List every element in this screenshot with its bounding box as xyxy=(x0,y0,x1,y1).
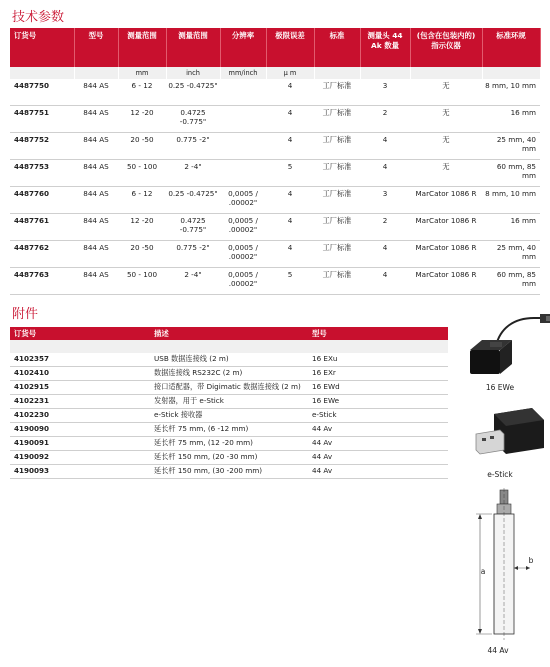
spec-cell: 844 AS xyxy=(74,241,118,268)
acc-cell: e-Stick 接收器 xyxy=(150,409,308,423)
spec-unit-cell xyxy=(360,67,410,79)
spec-cell: 无 xyxy=(410,106,482,133)
spec-cell: 2 xyxy=(360,106,410,133)
spec-col-header: 测量头 44 Ak 数量 xyxy=(360,28,410,67)
spec-cell: 4487751 xyxy=(10,106,74,133)
spec-cell: 3 xyxy=(360,187,410,214)
spec-cell: 12 -20 xyxy=(118,214,166,241)
spec-cell: 工厂标准 xyxy=(314,79,360,106)
spec-cell: 4487750 xyxy=(10,79,74,106)
spec-col-header: 分辨率 xyxy=(220,28,266,67)
spec-table xyxy=(10,28,541,295)
acc-cell: 4102410 xyxy=(10,367,150,381)
spec-cell: 50 - 100 xyxy=(118,160,166,187)
spec-cell xyxy=(220,133,266,160)
spec-cell: 4 xyxy=(266,133,314,160)
spec-cell: 无 xyxy=(410,160,482,187)
spec-row xyxy=(10,187,540,214)
spec-unit-cell xyxy=(482,67,540,79)
spec-unit-cell: mm/inch xyxy=(220,67,266,79)
acc-row xyxy=(10,451,448,465)
spec-cell: 844 AS xyxy=(74,106,118,133)
spec-header-row xyxy=(10,28,540,67)
spec-cell xyxy=(220,79,266,106)
spec-row xyxy=(10,79,540,106)
spec-col-header: 订货号 xyxy=(10,28,74,67)
acc-cell: 44 Av xyxy=(308,437,448,451)
spec-cell: 60 mm, 85 mm xyxy=(482,268,540,295)
acc-cell: 4102231 xyxy=(10,395,150,409)
spec-cell xyxy=(220,106,266,133)
estick-label: e-Stick xyxy=(487,470,513,479)
acc-row xyxy=(10,353,448,367)
acc-cell: 44 Av xyxy=(308,451,448,465)
spec-cell: 16 mm xyxy=(482,106,540,133)
acc-cell: 数据连接线 RS232C (2 m) xyxy=(150,367,308,381)
acc-cell: e-Stick xyxy=(308,409,448,423)
spec-unit-cell xyxy=(74,67,118,79)
spec-cell: 4 xyxy=(266,241,314,268)
dim-a-label: a xyxy=(480,567,486,576)
acc-cell: 延长杆 75 mm, (6 -12 mm) xyxy=(150,423,308,437)
spec-cell: 4 xyxy=(360,268,410,295)
spec-cell: 4 xyxy=(266,79,314,106)
estick-image xyxy=(470,404,550,464)
spec-cell: 844 AS xyxy=(74,214,118,241)
spec-cell: 844 AS xyxy=(74,79,118,106)
spec-cell: 工厂标准 xyxy=(314,133,360,160)
spec-cell: 16 mm xyxy=(482,214,540,241)
spec-cell: 4 xyxy=(360,133,410,160)
spec-cell: 0.775 -2" xyxy=(166,133,220,160)
spec-col-header: 标准 xyxy=(314,28,360,67)
spec-cell: 2 -4" xyxy=(166,160,220,187)
acc-cell: 4190091 xyxy=(10,437,150,451)
spec-cell: 0.4725 -0.775" xyxy=(166,106,220,133)
spec-cell: MarCator 1086 R xyxy=(410,214,482,241)
spec-cell: 60 mm, 85 mm xyxy=(482,160,540,187)
spec-cell: 4487752 xyxy=(10,133,74,160)
spec-cell: 20 -50 xyxy=(118,133,166,160)
acc-cell: 16 EWe xyxy=(308,395,448,409)
spec-cell: 0.25 -0.4725" xyxy=(166,79,220,106)
acc-row xyxy=(10,423,448,437)
acc-col-header: 订货号 xyxy=(10,327,150,340)
spec-cell: 8 mm, 10 mm xyxy=(482,79,540,106)
spec-unit-cell: mm xyxy=(118,67,166,79)
acc-cell: 发射器，用于 e-Stick xyxy=(150,395,308,409)
acc-cell: 延长杆 75 mm, (12 -20 mm) xyxy=(150,437,308,451)
spec-cell: 2 xyxy=(360,214,410,241)
spec-section-title: 技术参数 xyxy=(12,10,65,25)
spec-col-header: 标准环规 xyxy=(482,28,540,67)
acc-cell: 4102357 xyxy=(10,353,150,367)
ewe-label: 16 EWe xyxy=(485,383,515,392)
spec-cell: 无 xyxy=(410,133,482,160)
spec-cell: 12 -20 xyxy=(118,106,166,133)
acc-row xyxy=(10,395,448,409)
spec-cell: 4487763 xyxy=(10,268,74,295)
acc-cell: 4190092 xyxy=(10,451,150,465)
spec-cell: MarCator 1086 R xyxy=(410,241,482,268)
spec-col-header: 测量范围 xyxy=(166,28,220,67)
spec-row xyxy=(10,268,540,295)
spec-cell: MarCator 1086 R xyxy=(410,268,482,295)
spec-cell: 50 - 100 xyxy=(118,268,166,295)
spec-row xyxy=(10,241,540,268)
spec-cell: 2 -4" xyxy=(166,268,220,295)
spec-row xyxy=(10,160,540,187)
spec-row xyxy=(10,133,540,160)
spec-cell: 4 xyxy=(266,187,314,214)
av-label: 44 Av xyxy=(487,646,509,655)
spec-unit-cell xyxy=(314,67,360,79)
spec-col-header: 极限误差 xyxy=(266,28,314,67)
spec-cell: 4 xyxy=(266,106,314,133)
spec-cell: 4 xyxy=(360,241,410,268)
spec-cell: 844 AS xyxy=(74,133,118,160)
spec-cell: 6 - 12 xyxy=(118,187,166,214)
spec-unit-cell xyxy=(10,67,74,79)
acc-row xyxy=(10,409,448,423)
spec-cell: 0,0005 / .00002" xyxy=(220,241,266,268)
acc-col-header: 描述 xyxy=(150,327,308,340)
spec-cell: 3 xyxy=(360,79,410,106)
spec-unit-cell: inch xyxy=(166,67,220,79)
spec-cell: 0.4725 -0.775" xyxy=(166,214,220,241)
spec-cell: 4487761 xyxy=(10,214,74,241)
spec-cell: 工厂标准 xyxy=(314,241,360,268)
spec-cell: 0,0005 / .00002" xyxy=(220,214,266,241)
spec-col-header: 型号 xyxy=(74,28,118,67)
acc-cell: 接口适配器，带 Digimatic 数据连接线 (2 m) xyxy=(150,381,308,395)
acc-cell: 4102230 xyxy=(10,409,150,423)
acc-spacer-row xyxy=(10,340,448,353)
acc-cell: 16 EXr xyxy=(308,367,448,381)
spec-cell: 工厂标准 xyxy=(314,106,360,133)
spec-cell: 25 mm, 40 mm xyxy=(482,241,540,268)
acc-row xyxy=(10,437,448,451)
ewe-transmitter-image xyxy=(462,312,550,378)
acc-row xyxy=(10,465,448,479)
acc-row xyxy=(10,367,448,381)
spec-unit-cell xyxy=(410,67,482,79)
spec-cell xyxy=(220,160,266,187)
spec-cell: 844 AS xyxy=(74,160,118,187)
acc-cell: 延长杆 150 mm, (30 -200 mm) xyxy=(150,465,308,479)
spec-cell: 844 AS xyxy=(74,187,118,214)
spec-row xyxy=(10,106,540,133)
spec-cell: 5 xyxy=(266,160,314,187)
extension-rod-drawing xyxy=(466,488,546,643)
spec-cell: 25 mm, 40 mm xyxy=(482,133,540,160)
acc-row xyxy=(10,381,448,395)
spec-cell: 20 -50 xyxy=(118,241,166,268)
acc-cell: 4190090 xyxy=(10,423,150,437)
acc-cell: 44 Av xyxy=(308,465,448,479)
spec-cell: 工厂标准 xyxy=(314,214,360,241)
acc-cell: USB 数据连接线 (2 m) xyxy=(150,353,308,367)
spec-cell: 4 xyxy=(360,160,410,187)
acc-cell: 4102915 xyxy=(10,381,150,395)
spec-cell: 6 - 12 xyxy=(118,79,166,106)
acc-cell: 4190093 xyxy=(10,465,150,479)
spec-cell: 8 mm, 10 mm xyxy=(482,187,540,214)
acc-cell: 16 EXu xyxy=(308,353,448,367)
acc-cell: 16 EWd xyxy=(308,381,448,395)
acc-cell: 44 Av xyxy=(308,423,448,437)
spec-cell: 无 xyxy=(410,79,482,106)
spec-cell: 0,0005 / .00002" xyxy=(220,268,266,295)
acc-cell: 延长杆 150 mm, (20 -30 mm) xyxy=(150,451,308,465)
spec-cell: MarCator 1086 R xyxy=(410,187,482,214)
spec-cell: 4487753 xyxy=(10,160,74,187)
dim-b-label: b xyxy=(528,556,534,565)
spec-cell: 4487762 xyxy=(10,241,74,268)
spec-unit-cell: μ m xyxy=(266,67,314,79)
spec-cell: 844 AS xyxy=(74,268,118,295)
accessories-table xyxy=(10,327,448,479)
acc-section-title: 附件 xyxy=(12,307,39,322)
spec-cell: 4 xyxy=(266,214,314,241)
acc-col-header: 型号 xyxy=(308,327,448,340)
spec-cell: 0.25 -0.4725" xyxy=(166,187,220,214)
spec-row xyxy=(10,214,540,241)
spec-cell: 工厂标准 xyxy=(314,187,360,214)
spec-cell: 0,0005 / .00002" xyxy=(220,187,266,214)
acc-header-row xyxy=(10,327,448,340)
spec-col-header: (包含在包装内的) 指示仪器 xyxy=(410,28,482,67)
spec-cell: 工厂标准 xyxy=(314,268,360,295)
spec-col-header: 测量范围 xyxy=(118,28,166,67)
spec-cell: 工厂标准 xyxy=(314,160,360,187)
spec-cell: 5 xyxy=(266,268,314,295)
spec-units-row xyxy=(10,67,540,79)
spec-cell: 4487760 xyxy=(10,187,74,214)
spec-cell: 0.775 -2" xyxy=(166,241,220,268)
